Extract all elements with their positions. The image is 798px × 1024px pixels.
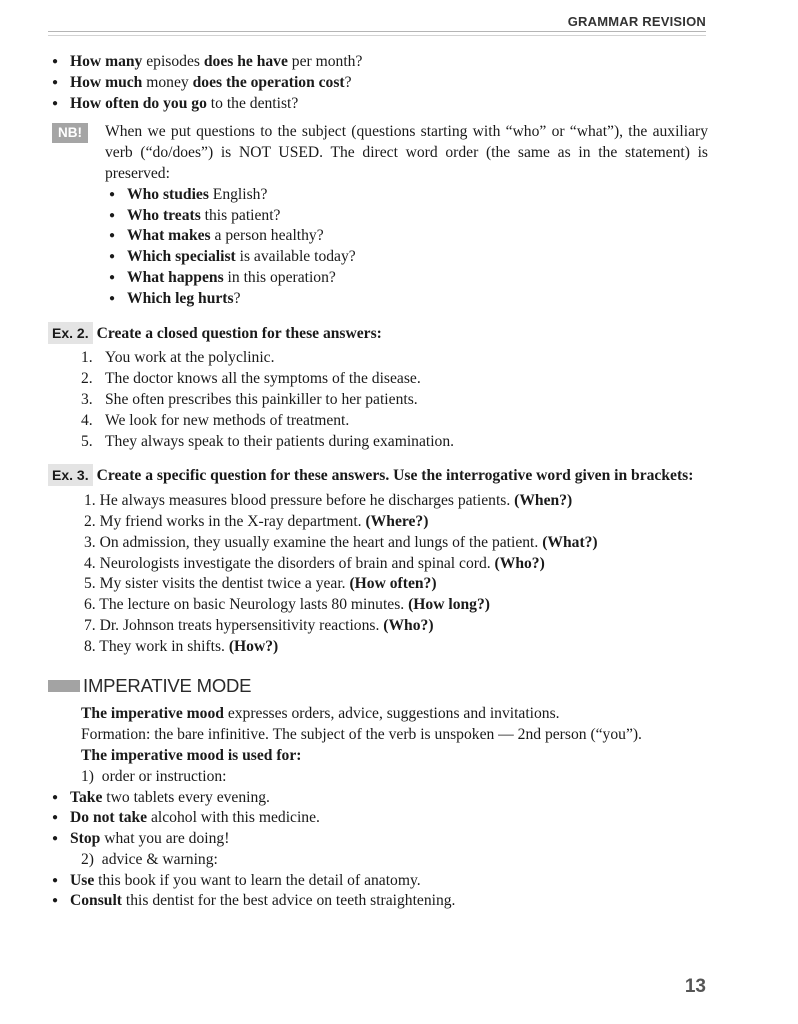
- list-item: ● Take two tablets every evening.: [48, 788, 708, 809]
- imperative-definition: The imperative mood expresses orders, advice, suggestions and invitations.: [81, 705, 560, 723]
- list-item: ● What makes a person healthy?: [105, 226, 708, 247]
- imperative-usage-heading: The imperative mood is used for:: [81, 746, 302, 764]
- list-item: ● Who treats this patient?: [105, 206, 708, 227]
- list-item: 8. They work in shifts. (How?): [84, 637, 279, 655]
- list-item: ● Use this book if you want to learn the detail of anatomy.: [48, 871, 708, 892]
- exercise-2-badge: Ex. 2.: [48, 322, 93, 344]
- list-item: 3. On admission, they usually examine the heart and lungs of the patient. (What?): [84, 533, 598, 551]
- list-item: ● Consult this dentist for the best advice on teeth straightening.: [48, 891, 708, 912]
- list-item: 3. She often prescribes this painkiller to her patients.: [81, 390, 418, 408]
- exercise-3-list: [48, 491, 708, 657]
- exercise-3-badge: Ex. 3.: [48, 464, 93, 486]
- imperative-formation: Formation: the bare infinitive. The subject of the verb is unspoken — 2nd person (“you”).: [81, 726, 642, 744]
- nb-text: When we put questions to the subject (questions starting with “who” or “what”), the auxiliary verb (“do/does”) is NOT USED. The direct word order (the same as in the statement) is preserved:: [105, 123, 708, 182]
- page-number: 13: [684, 976, 706, 997]
- list-item: 2. My friend works in the X-ray department. (Where?): [84, 512, 429, 530]
- list-item: 1. He always measures blood pressure before he discharges patients. (When?): [84, 492, 573, 510]
- exercise-3: [48, 464, 708, 657]
- list-item: 7. Dr. Johnson treats hypersensitivity reactions. (Who?): [84, 616, 434, 634]
- exercise-3-heading: [48, 464, 708, 487]
- list-item: ● Stop what you are doing!: [48, 829, 708, 850]
- section-heading: [48, 676, 708, 697]
- list-item: ● How many episodes does he have per month?: [48, 52, 708, 73]
- usage-2-label: 2) advice & warning:: [81, 850, 218, 868]
- list-item: ● What happens in this operation?: [105, 268, 708, 289]
- list-item: ● Which specialist is available today?: [105, 247, 708, 268]
- list-item: ● Which leg hurts?: [105, 289, 708, 310]
- list-item: ● How often do you go to the dentist?: [48, 94, 708, 115]
- exercise-2-list: [48, 348, 708, 452]
- section-marker: [48, 680, 80, 692]
- list-item: 2. The doctor knows all the symptoms of the disease.: [81, 370, 421, 388]
- usage-1-label: 1) order or instruction:: [81, 767, 227, 785]
- header-rule: [48, 31, 706, 32]
- header-rule-secondary: [48, 35, 706, 36]
- exercise-3-instruction: Create a specific question for these answers. Use the interrogative word given in brackets:: [96, 467, 694, 485]
- list-item: 4. We look for new methods of treatment.: [81, 411, 350, 429]
- list-item: 5. My sister visits the dentist twice a year. (How often?): [84, 575, 437, 593]
- nb-example-list: [105, 185, 708, 310]
- list-item: 6. The lecture on basic Neurology lasts 80 minutes. (How long?): [84, 596, 490, 614]
- usage-2-examples: [48, 871, 708, 913]
- exercise-2: [48, 322, 708, 453]
- list-item: 1. You work at the polyclinic.: [81, 349, 275, 367]
- list-item: ● Who studies English?: [105, 185, 708, 206]
- list-item: ● Do not take alcohol with this medicine.: [48, 808, 708, 829]
- nb-note: [48, 122, 708, 309]
- list-item: 5. They always speak to their patients during examination.: [81, 432, 455, 450]
- list-item: ● How much money does the operation cost?: [48, 73, 708, 94]
- nb-badge: NB!: [52, 123, 88, 143]
- list-item: 4. Neurologists investigate the disorders of brain and spinal cord. (Who?): [84, 554, 545, 572]
- intro-question-list: [48, 52, 708, 114]
- exercise-2-instruction: Create a closed question for these answers:: [96, 324, 382, 342]
- running-header: GRAMMAR REVISION: [567, 14, 706, 29]
- exercise-2-heading: [48, 322, 708, 345]
- page-content: [48, 52, 708, 912]
- usage-1-examples: [48, 788, 708, 850]
- section-title: IMPERATIVE MODE: [83, 674, 252, 696]
